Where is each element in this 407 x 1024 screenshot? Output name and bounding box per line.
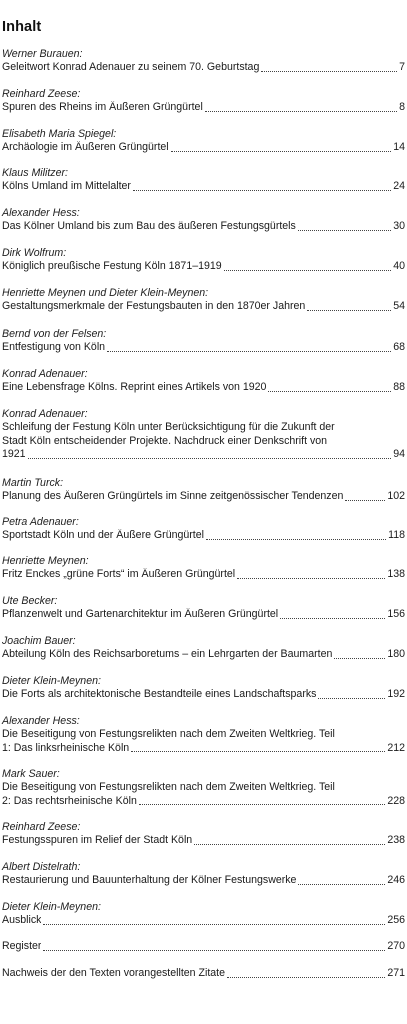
entry-author: Werner Burauen:	[2, 48, 83, 60]
entry-page-number: 40	[393, 260, 405, 272]
entry-page-number: 102	[387, 490, 405, 502]
toc-entry[interactable]	[2, 167, 405, 194]
dot-leader	[224, 270, 392, 271]
entry-title: Pflanzenwelt und Gartenarchitektur im Äußeren Grüngürtel	[2, 608, 279, 620]
entry-author: Reinhard Zeese:	[2, 88, 81, 100]
entry-title-lines: Die Beseitigung von Festungsrelikten nach dem Zweiten Weltkrieg. Teil	[2, 728, 335, 740]
entry-row	[2, 874, 405, 888]
toc-entry[interactable]	[2, 635, 405, 662]
entry-row	[2, 608, 405, 622]
entry-author: Henriette Meynen:	[2, 555, 89, 567]
entry-title: 2: Das rechtsrheinische Köln	[2, 794, 137, 807]
entry-title: Ausblick	[2, 914, 42, 926]
entry-author: Mark Sauer:	[2, 768, 60, 780]
dot-leader	[345, 500, 385, 501]
dot-leader	[131, 751, 385, 752]
entry-title-lines: Die Beseitigung von Festungsrelikten nach dem Zweiten Weltkrieg. Teil	[2, 781, 335, 793]
entry-title: 1921	[2, 448, 26, 460]
entry-title: Nachweis der den Texten vorangestellten Zitate	[2, 967, 225, 979]
entry-title: Das Kölner Umland bis zum Bau des äußeren Festungsgürtels	[2, 220, 296, 232]
toc-entry[interactable]	[2, 861, 405, 888]
toc-entry[interactable]	[2, 128, 405, 155]
entry-row	[2, 300, 405, 314]
toc-entry[interactable]	[2, 967, 405, 981]
entry-author: Konrad Adenauer:	[2, 368, 88, 380]
entry-author: Ute Becker:	[2, 595, 58, 607]
entry-author: Joachim Bauer:	[2, 635, 76, 647]
entry-row	[2, 381, 405, 395]
entry-page-number: 246	[387, 874, 405, 886]
dot-leader	[280, 618, 385, 619]
entry-row	[2, 341, 405, 355]
entry-title: Fritz Enckes „grüne Forts“ im Äußeren Grüngürtel	[2, 568, 236, 580]
dot-leader	[298, 884, 385, 885]
entry-title: Eine Lebensfrage Kölns. Reprint eines Artikels von 1920	[2, 381, 267, 393]
entry-row	[2, 220, 405, 234]
entry-page-number: 228	[387, 794, 405, 807]
entry-author: Dieter Klein-Meynen:	[2, 901, 101, 913]
dot-leader	[43, 950, 385, 951]
dot-leader	[261, 71, 397, 72]
entry-author: Klaus Militzer:	[2, 167, 68, 179]
dot-leader	[43, 924, 385, 925]
entry-title: Entfestigung von Köln	[2, 341, 106, 353]
entry-row	[2, 742, 405, 756]
entry-title: Die Forts als architektonische Bestandteile eines Landschaftsparks	[2, 688, 317, 700]
entry-title: Sportstadt Köln und der Äußere Grüngürtel	[2, 529, 204, 541]
entry-author: Alexander Hess:	[2, 207, 80, 219]
toc-entry[interactable]	[2, 675, 405, 702]
toc-entry[interactable]	[2, 768, 405, 808]
toc-entry[interactable]	[2, 715, 405, 755]
entry-page-number: 94	[393, 448, 405, 460]
entry-author: Dieter Klein-Meynen:	[2, 675, 101, 687]
dot-leader	[28, 458, 392, 459]
entry-title: Archäologie im Äußeren Grüngürtel	[2, 141, 169, 153]
toc-entry[interactable]	[2, 595, 405, 622]
entry-title: Kölns Umland im Mittelalter	[2, 180, 131, 192]
entry-author: Bernd von der Felsen:	[2, 328, 107, 340]
entry-author: Henriette Meynen und Dieter Klein-Meynen:	[2, 287, 209, 299]
entry-page-number: 8	[399, 101, 405, 113]
toc-entry[interactable]	[2, 516, 405, 543]
entry-author: Konrad Adenauer:	[2, 408, 88, 420]
entry-page-number: 212	[387, 741, 405, 754]
page-title: Inhalt	[2, 19, 42, 35]
entry-row	[2, 101, 405, 115]
dot-leader	[107, 351, 391, 352]
dot-leader	[298, 230, 391, 231]
entry-row	[2, 141, 405, 155]
entry-page-number: 180	[387, 648, 405, 660]
toc-entry[interactable]	[2, 48, 405, 75]
entry-page-number: 256	[387, 914, 405, 926]
entry-page-number: 238	[387, 834, 405, 846]
toc-entry[interactable]	[2, 408, 405, 462]
dot-leader	[171, 151, 392, 152]
entry-row	[2, 180, 405, 194]
entry-row	[2, 529, 405, 543]
entry-row	[2, 688, 405, 702]
entry-row	[2, 914, 405, 928]
entry-title: Planung des Äußeren Grüngürtels im Sinne zeitgenössischer Tendenzen	[2, 490, 344, 502]
entry-page-number: 68	[393, 341, 405, 353]
toc-entry[interactable]	[2, 555, 405, 582]
entry-row	[2, 61, 405, 75]
entry-row	[2, 967, 405, 981]
dot-leader	[133, 190, 391, 191]
toc-entry[interactable]	[2, 821, 405, 848]
entry-page-number: 270	[387, 940, 405, 952]
entry-page-number: 156	[387, 608, 405, 620]
toc-entry[interactable]	[2, 247, 405, 274]
entry-page-number: 54	[393, 300, 405, 312]
dot-leader	[205, 111, 397, 112]
entry-page-number: 118	[388, 529, 405, 541]
entry-page-number: 271	[387, 967, 405, 979]
dot-leader	[307, 310, 391, 311]
entry-row	[2, 834, 405, 848]
entry-page-number: 7	[399, 61, 405, 73]
entry-title-lines: Schleifung der Festung Köln unter Berücksichtigung für die Zukunft der Stadt Köln entscheidender Projekte. Nachdruck einer Denkschrift von	[2, 421, 335, 447]
entry-title: 1: Das linksrheinische Köln	[2, 741, 130, 754]
entry-page-number: 24	[393, 180, 405, 192]
entry-title: Spuren des Rheins im Äußeren Grüngürtel	[2, 101, 203, 113]
entry-row	[2, 568, 405, 582]
toc-entry[interactable]	[2, 940, 405, 954]
entry-author: Dirk Wolfrum:	[2, 247, 67, 259]
toc-entry[interactable]	[2, 901, 405, 928]
entry-page-number: 88	[393, 381, 405, 393]
toc-entry[interactable]	[2, 287, 405, 314]
dot-leader	[334, 658, 385, 659]
entry-author: Reinhard Zeese:	[2, 821, 81, 833]
toc-entry[interactable]	[2, 477, 405, 504]
entry-page-number: 138	[387, 568, 405, 580]
entry-row	[2, 260, 405, 274]
dot-leader	[227, 977, 385, 978]
dot-leader	[206, 539, 386, 540]
toc-entry[interactable]	[2, 207, 405, 234]
toc-entry[interactable]	[2, 328, 405, 355]
entry-title: Gestaltungsmerkmale der Festungsbauten in den 1870er Jahren	[2, 300, 306, 312]
entry-row	[2, 795, 405, 809]
entry-author: Petra Adenauer:	[2, 516, 79, 528]
entry-author: Alexander Hess:	[2, 715, 80, 727]
dot-leader	[318, 698, 385, 699]
dot-leader	[194, 844, 385, 845]
dot-leader	[268, 391, 391, 392]
entry-title: Abteilung Köln des Reichsarboretums – ein Lehrgarten der Baumarten	[2, 648, 333, 660]
entry-title: Königlich preußische Festung Köln 1871–1919	[2, 260, 222, 272]
entry-row	[2, 648, 405, 662]
entry-row	[2, 448, 405, 462]
entry-row	[2, 940, 405, 954]
entry-page-number: 192	[387, 688, 405, 700]
dot-leader	[139, 804, 385, 805]
entry-title: Festungsspuren im Relief der Stadt Köln	[2, 834, 193, 846]
entry-page-number: 30	[393, 220, 405, 232]
toc-entry[interactable]	[2, 88, 405, 115]
entry-title: Geleitwort Konrad Adenauer zu seinem 70. Geburtstag	[2, 61, 260, 73]
entry-author: Albert Distelrath:	[2, 861, 81, 873]
toc-entry[interactable]	[2, 368, 405, 395]
entry-author: Elisabeth Maria Spiegel:	[2, 128, 117, 140]
entry-row	[2, 490, 405, 504]
dot-leader	[237, 578, 385, 579]
entry-title: Register	[2, 940, 42, 952]
entry-author: Martin Turck:	[2, 477, 64, 489]
entry-page-number: 14	[393, 141, 405, 153]
entry-title: Restaurierung und Bauunterhaltung der Kölner Festungswerke	[2, 874, 297, 886]
